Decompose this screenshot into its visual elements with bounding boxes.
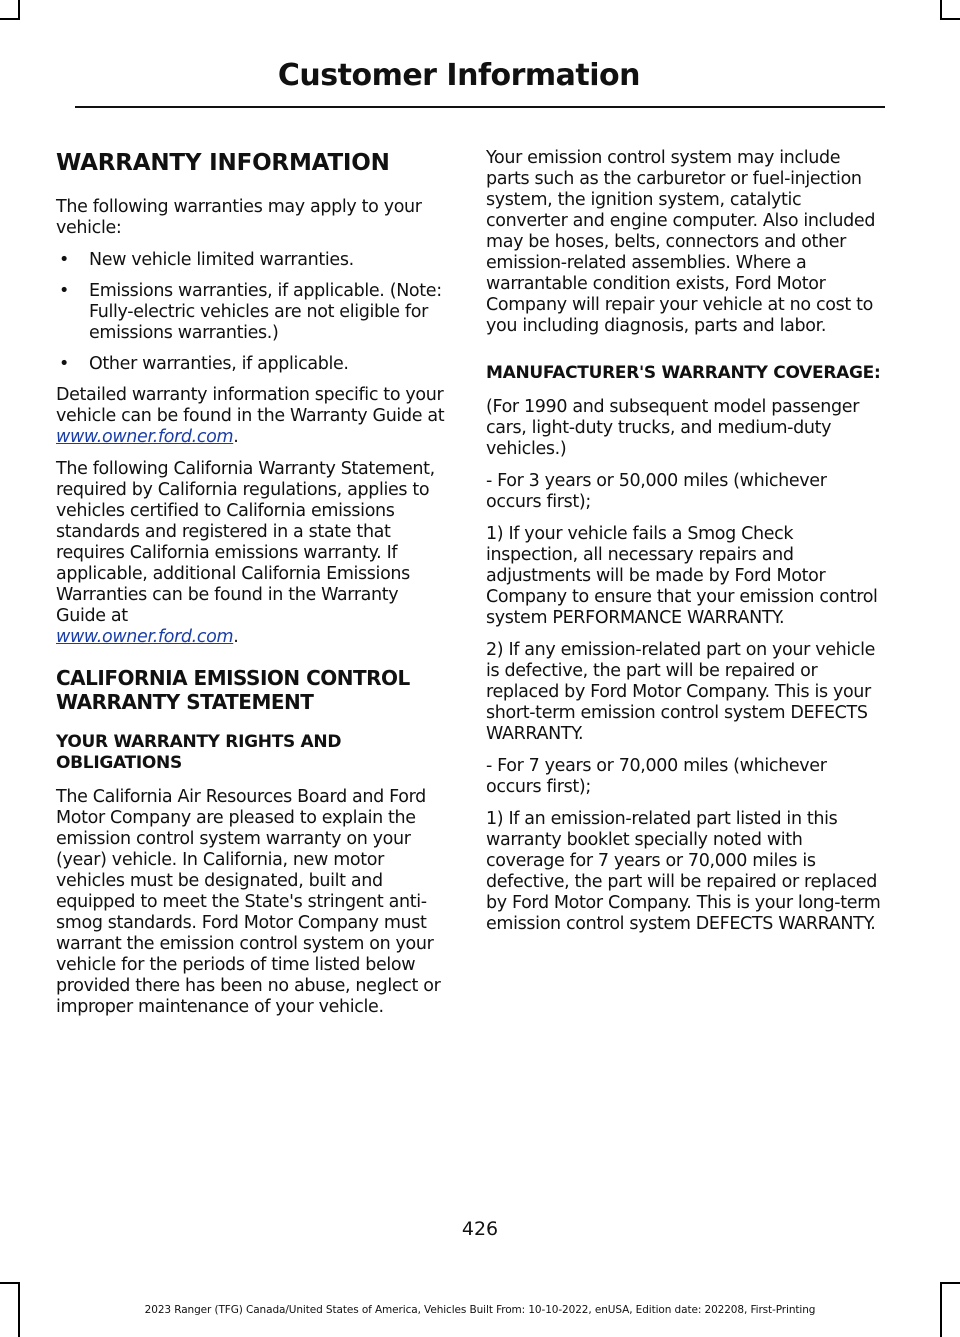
carb-paragraph: The California Air Resources Board and Ford Motor Company are pleased to explain the emission control system warranty on your (year) vehicle. In California, new motor vehicles must be designated, built and equipped to meet the State's stringent anti-smog standards. Ford Motor Company must warrant the emission control system on your vehicle for the periods of time listed below provided there has been no abuse, neglect or improper maintenance of your vehicle. <box>56 787 441 1017</box>
bullet-glyph: • <box>59 250 69 270</box>
warranty-information-heading: WARRANTY INFORMATION <box>56 150 390 176</box>
list-item: • Emissions warranties, if applicable. (Note: Fully-electric vehicles are not eligible for emissions warranties.) <box>59 281 442 343</box>
california-emission-heading: CALIFORNIA EMISSION CONTROL WARRANTY STATEMENT <box>56 666 410 714</box>
crop-mark-top-left-h <box>0 18 20 20</box>
rights-obligations-heading: YOUR WARRANTY RIGHTS AND OBLIGATIONS <box>56 732 342 773</box>
page-footer: 2023 Ranger (TFG) Canada/United States of America, Vehicles Built From: 10-10-2022, enUSA, Edition date: 202208, First-Printing <box>144 1304 816 1316</box>
list-item: • Other warranties, if applicable. <box>59 354 349 374</box>
bullet-glyph: • <box>59 281 69 301</box>
emission-parts-paragraph: Your emission control system may include parts such as the carburetor or fuel-injection system, the ignition system, catalytic converter and engine computer. Also included may be hoses, belts, connectors and other emission-related assemblies. Where a warrantable condition exists, Ford Motor Company will repair your vehicle at no cost to you including diagnosis, parts and labor. <box>486 148 876 336</box>
short-term-defects-paragraph: 2) If any emission-related part on your vehicle is defective, the part will be repaired or replaced by Ford Motor Company. This is your short-term emission control system DEFECTS WARRANTY. <box>486 640 876 744</box>
crop-mark-bottom-right-h <box>940 1282 960 1284</box>
header-divider <box>75 106 885 108</box>
seven-year-paragraph: - For 7 years or 70,000 miles (whichever occurs first); <box>486 756 827 797</box>
bullet-glyph: • <box>59 354 69 374</box>
california-statement-paragraph: The following California Warranty Statement, required by California regulations, applies to vehicles certified to California emissions standards and registered in a state that requires California emissions warranty. If applicable, additional California Emissions Warranties can be found in the Warranty Guide at www.owner.ford.com. <box>56 459 435 647</box>
left-column <box>56 140 450 1029</box>
coverage-scope-paragraph: (For 1990 and subsequent model passenger cars, light-duty trucks, and medium-duty vehicles.) <box>486 397 860 459</box>
manufacturer-coverage-heading: MANUFACTURER'S WARRANTY COVERAGE: <box>486 363 881 383</box>
crop-mark-top-left-v <box>18 0 20 20</box>
long-term-defects-paragraph: 1) If an emission-related part listed in this warranty booklet specially noted with coverage for 7 years or 70,000 miles is defective, the part will be repaired or replaced by Ford Motor Company. This is your long-term emission control system DEFECTS WARRANTY. <box>486 809 881 934</box>
intro-paragraph: The following warranties may apply to your vehicle: <box>56 197 422 238</box>
page-number: 426 <box>461 1218 499 1240</box>
owner-ford-link[interactable]: www.owner.ford.com <box>56 627 234 647</box>
crop-mark-top-right-v <box>940 0 942 20</box>
crop-mark-top-right-h <box>940 18 960 20</box>
crop-mark-bottom-left-h <box>0 1282 20 1284</box>
owner-ford-link[interactable]: www.owner.ford.com <box>56 427 234 447</box>
right-column <box>486 148 884 946</box>
list-item: • New vehicle limited warranties. <box>59 250 354 270</box>
warranty-list <box>56 250 450 375</box>
warranty-guide-paragraph: Detailed warranty information specific to your vehicle can be found in the Warranty Guide at www.owner.ford.com. <box>56 385 445 447</box>
performance-warranty-paragraph: 1) If your vehicle fails a Smog Check inspection, all necessary repairs and adjustments will be made by Ford Motor Company to ensure that your emission control system PERFORMANCE WARRANTY. <box>486 524 878 628</box>
page-header-title: Customer Information <box>277 58 640 93</box>
three-year-paragraph: - For 3 years or 50,000 miles (whichever occurs first); <box>486 471 827 512</box>
